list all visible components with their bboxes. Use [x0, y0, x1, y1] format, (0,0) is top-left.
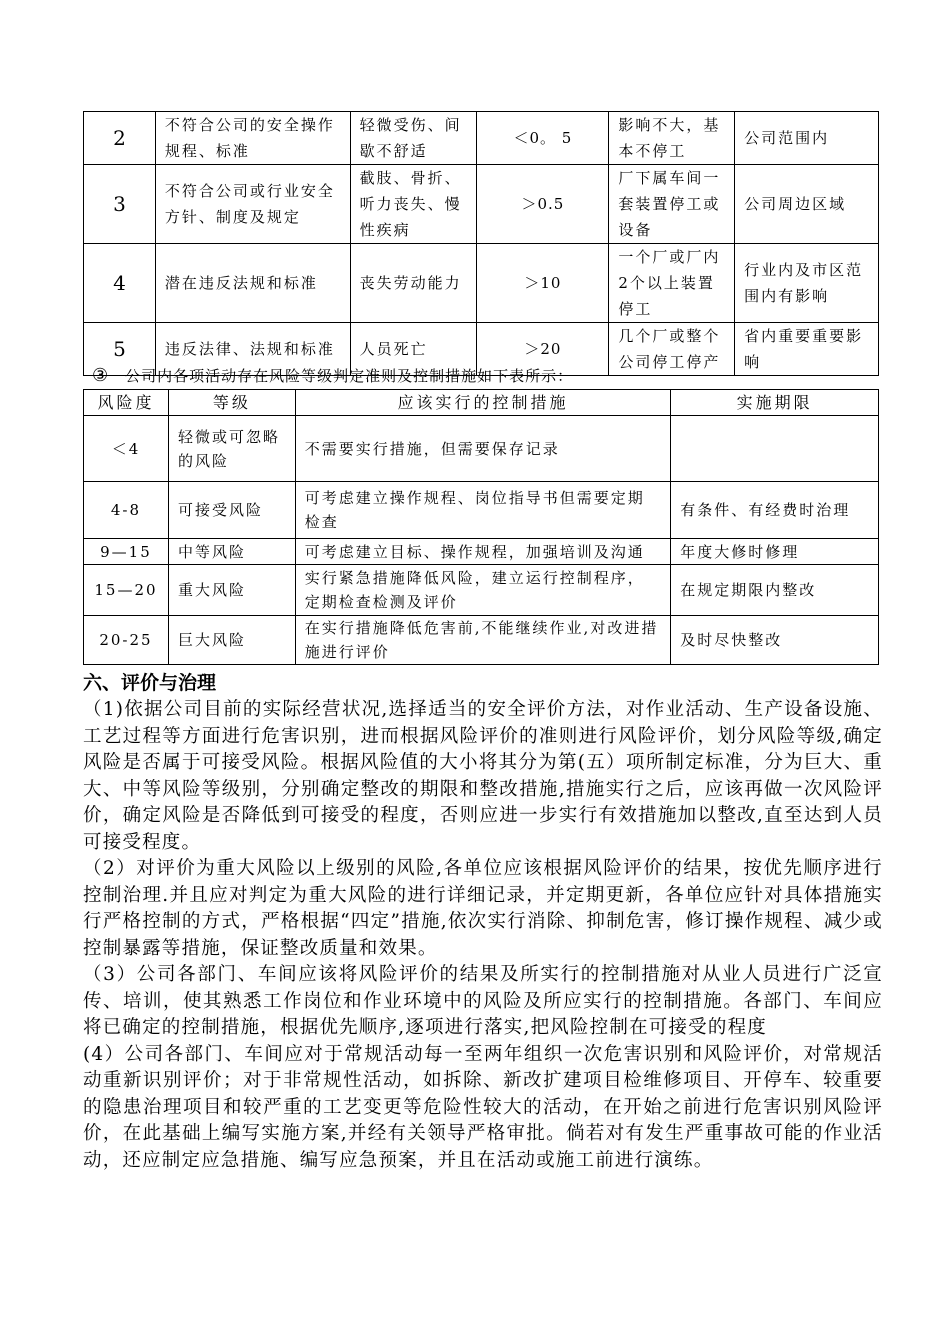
table-row	[84, 539, 879, 565]
risk-degree-cell: 9—15	[84, 539, 169, 565]
risk-degree-cell: ＜4	[84, 416, 169, 482]
risk-level-cell: 巨大风险	[168, 616, 295, 665]
injury-cell: 截肢、骨折、听力丧失、慢性疾病	[350, 165, 477, 244]
circled-number-marker: ③	[92, 365, 110, 386]
compliance-cell: 违反法律、法规和标准	[155, 323, 350, 376]
note-text: 公司内各项活动存在风险等级判定准则及控制措施如下表所示：	[125, 367, 574, 385]
table-row	[84, 565, 879, 616]
paragraph: （3）公司各部门、车间应该将风险评价的结果及所实行的控制措施对从业人员进行广泛宣传、培训，使其熟悉工作岗位和作业环境中的风险及所应实行的控制措施。各部门、车间应将已确定的控制措施，根据优先顺序,逐项进行落实,把风险控制在可接受的程度	[83, 964, 883, 1038]
deadline-cell: 在规定期限内整改	[671, 565, 879, 616]
production-cell: 一个厂或厂内2个以上装置停工	[609, 244, 735, 323]
table-row	[84, 244, 879, 323]
production-cell: 厂下属车间一套装置停工或设备	[609, 165, 735, 244]
injury-cell: 人员死亡	[350, 323, 477, 376]
row-number: 2	[84, 112, 156, 165]
compliance-cell: 潜在违反法规和标准	[155, 244, 350, 323]
compliance-cell: 不符合公司的安全操作规程、标准	[155, 112, 350, 165]
risk-level-cell: 可接受风险	[168, 482, 295, 539]
risk-level-cell: 重大风险	[168, 565, 295, 616]
deadline-cell: 及时尽快整改	[671, 616, 879, 665]
production-cell: 影响不大，基本不停工	[609, 112, 735, 165]
row-number: 5	[84, 323, 156, 376]
probability-cell: ＜0。 5	[477, 112, 609, 165]
section-heading: 六、评价与治理	[83, 672, 217, 694]
row-number: 3	[84, 165, 156, 244]
probability-cell: ＞20	[477, 323, 609, 376]
deadline-cell	[671, 416, 879, 482]
scope-cell: 行业内及市区范围内有影响	[735, 244, 879, 323]
production-cell: 几个厂或整个公司停工停产	[609, 323, 735, 376]
risk-degree-cell: 15—20	[84, 565, 169, 616]
risk-degree-cell: 4-8	[84, 482, 169, 539]
risk-criteria-note	[92, 364, 573, 388]
column-header: 等级	[168, 390, 295, 416]
evaluation-section	[83, 669, 883, 1174]
deadline-cell: 有条件、有经费时治理	[671, 482, 879, 539]
probability-cell: ＞0.5	[477, 165, 609, 244]
row-number: 4	[84, 244, 156, 323]
risk-level-cell: 中等风险	[168, 539, 295, 565]
control-measure-cell: 在实行措施降低危害前,不能继续作业,对改进措施进行评价	[295, 616, 670, 665]
table-row	[84, 112, 879, 165]
table-row	[84, 165, 879, 244]
control-measure-cell: 可考虑建立目标、操作规程，加强培训及沟通	[295, 539, 670, 565]
paragraph: （1)依据公司目前的实际经营状况,选择适当的安全评价方法，对作业活动、生产设备设施、工艺过程等方面进行危害识别，进而根据风险评价的准则进行风险评价，划分风险等级,确定风险是否属于可接受风险。根据风险值的大小将其分为第(五）项所制定标准，分为巨大、重大、中等风险等级别，分别确定整改的期限和整改措施,措施实行之后，应该再做一次风险评价，确定风险是否降低到可接受的程度，否则应进一步实行有效措施加以整改,直至达到人员可接受程度。	[83, 699, 883, 853]
paragraph: （2）对评价为重大风险以上级别的风险,各单位应该根据风险评价的结果，按优先顺序进行控制治理.并且应对判定为重大风险的进行详细记录，并定期更新，各单位应针对具体措施实行严格控制的方式，严格根据“四定”措施,依次实行消除、抑制危害，修订操作规程、减少或控制暴露等措施，保证整改质量和效果。	[83, 858, 883, 959]
control-measure-cell: 实行紧急措施降低风险，建立运行控制程序，定期检查检测及评价	[295, 565, 670, 616]
scope-cell: 公司周边区域	[735, 165, 879, 244]
injury-cell: 丧失劳动能力	[350, 244, 477, 323]
control-measure-cell: 不需要实行措施，但需要保存记录	[295, 416, 670, 482]
deadline-cell: 年度大修时修理	[671, 539, 879, 565]
injury-cell: 轻微受伤、间歇不舒适	[350, 112, 477, 165]
control-measure-cell: 可考虑建立操作规程、岗位指导书但需要定期检查	[295, 482, 670, 539]
consequence-table	[83, 111, 879, 376]
column-header: 应该实行的控制措施	[295, 390, 670, 416]
scope-cell: 公司范围内	[735, 112, 879, 165]
table-row	[84, 616, 879, 665]
risk-level-cell: 轻微或可忽略的风险	[168, 416, 295, 482]
risk-level-table	[83, 389, 879, 665]
table-row	[84, 482, 879, 539]
table-row	[84, 416, 879, 482]
paragraph: (4）公司各部门、车间应对于常规活动每一至两年组织一次危害识别和风险评价，对常规活动重新识别评价；对于非常规性活动，如拆除、新改扩建项目检维修项目、开停车、较重要的隐患治理项目和较严重的工艺变更等危险性较大的活动，在开始之前进行危害识别风险评价，在此基础上编写实施方案,并经有关领导严格审批。倘若对有发生严重事故可能的作业活动，还应制定应急措施、编写应急预案，并且在活动或施工前进行演练。	[83, 1043, 883, 1171]
compliance-cell: 不符合公司或行业安全方针、制度及规定	[155, 165, 350, 244]
scope-cell: 省内重要重要影响	[735, 323, 879, 376]
table-header-row	[84, 390, 879, 416]
column-header: 实施期限	[671, 390, 879, 416]
risk-degree-cell: 20-25	[84, 616, 169, 665]
probability-cell: ＞10	[477, 244, 609, 323]
column-header: 风险度	[84, 390, 169, 416]
